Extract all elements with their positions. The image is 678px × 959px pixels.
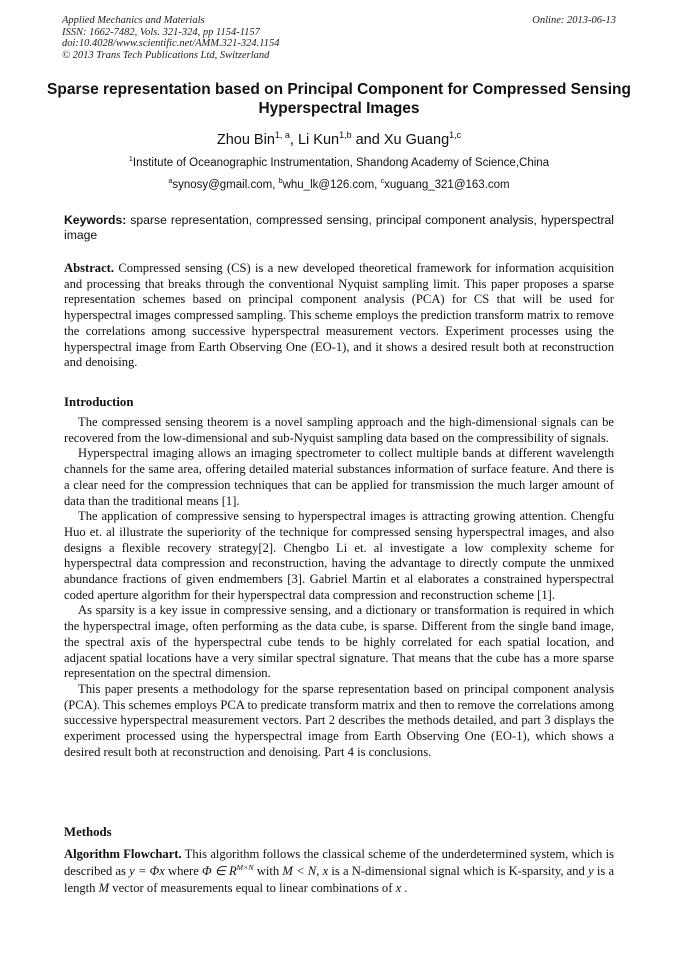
equation-part: Φ ∈ R — [202, 864, 237, 878]
email-list — [40, 178, 638, 193]
email-address: whu_lk@126.com, — [282, 179, 381, 191]
author-list — [40, 131, 638, 149]
author-name: Zhou Bin — [216, 132, 275, 148]
abstract-label: Abstract. — [64, 261, 115, 275]
methods-text: is a N-dimensional signal which is K-sparsity, and — [328, 864, 589, 878]
paragraph: As sparsity is a key issue in compressive sensing, and a dictionary or transformation is required in which the hyperspectral image, often performing as the data cube, is sparse. Different from the single band image, the spectral axis of the hyperspectral cube tends to be highly correlated for each spatial location, and adjacent spatial locations have a very similar spectral signature. That means that the cube has a more sparse representation on the spectral dimension. — [64, 603, 614, 681]
introduction-body — [64, 415, 614, 760]
keywords-text: sparse representation, compressed sensing, principal component analysis, hyperspectral image — [64, 213, 614, 242]
introduction-heading: Introduction — [64, 395, 134, 409]
affiliation-sup: 1 — [128, 155, 133, 164]
abstract-text: Compressed sensing (CS) is a new developed theoretical framework for information acquisition and processing that breaks through the conventional Nyquist sampling limit. This paper proposes a sparse representation schemes based on principal component analysis (PCA) for CS that will be used for hyperspectral images compressed sampling. This scheme employs the prediction transform matrix to remove the correlations among successive hyperspectral measurement vectors. Experiment processes using the hyperspectral image from Earth Observing One (EO-1), and it shows a desired result both at reconstruction and denoising. — [64, 261, 614, 370]
copyright-line: © 2013 Trans Tech Publications Ltd, Switzerland — [62, 49, 270, 61]
email-address: synosy@gmail.com, — [172, 179, 279, 191]
equation — [202, 864, 254, 878]
methods-heading: Methods — [64, 825, 112, 839]
doi-line: doi:10.4028/www.scientific.net/AMM.321-324.1154 — [62, 38, 280, 50]
methods-text: with — [253, 864, 283, 878]
author-affil-sup: 1,b — [339, 130, 352, 141]
email-sup: b — [278, 177, 283, 186]
journal-header — [62, 15, 279, 61]
methods-text: This algorithm follows the classical scheme of the underdetermined system, which is described as — [64, 847, 614, 878]
methods-text: is a length — [64, 864, 615, 895]
author-name: Xu Guang — [383, 132, 450, 148]
methods-text: . — [401, 881, 408, 895]
email-sup: a — [168, 177, 173, 186]
author-name: Li Kun — [297, 132, 340, 148]
methods-body — [64, 846, 614, 897]
email-sup: c — [380, 177, 385, 186]
equation: y = Φx — [129, 864, 165, 878]
author-affil-sup: 1,c — [449, 130, 462, 141]
abstract — [64, 261, 614, 371]
author-separator: , — [289, 132, 298, 148]
paragraph: The compressed sensing theorem is a novel sampling approach and the high-dimensional signals can be recovered from the low-dimensional and sub-Nyquist sampling data based on the compressibility of signals. — [64, 415, 614, 445]
author-affil-sup: 1, a — [274, 130, 290, 141]
equation: M < N — [282, 864, 317, 878]
equation: x — [322, 864, 329, 878]
equation: y — [588, 864, 594, 878]
paper-title: Sparse representation based on Principal Component for Compressed Sensing Hyperspectral Images — [47, 81, 631, 117]
affiliation — [40, 156, 638, 171]
methods-text: vector of measurements equal to linear combinations of — [109, 881, 396, 895]
issn-line: ISSN: 1662-7482, Vols. 321-324, pp 1154-1157 — [62, 26, 260, 38]
keywords-label: Keywords: — [64, 213, 127, 227]
paragraph: The application of compressive sensing to hyperspectral images is attracting growing attention. Chengfu Huo et. al illustrate the superiority of the technique for compressed sensing hyperspectral images, and also designs a flexible recovery strategy[2]. Chengbo Li et. al investigate a low complexity scheme for hyperspectral data compression and reconstruction, having the advantage to directly compute the unmixed abundance fractions of given endmembers [3]. Gabriel Martin et al elaborates a constrained hyperspectral coded aperture algorithm for their hyperspectral data compression and reconstruction scheme [1]. — [64, 509, 614, 602]
equation: x — [395, 881, 402, 895]
online-date: Online: 2013-06-13 — [532, 15, 616, 26]
journal-name: Applied Mechanics and Materials — [62, 15, 205, 26]
affiliation-text: Institute of Oceanographic Instrumentation, Shandong Academy of Science,China — [132, 157, 550, 169]
methods-text: , — [316, 864, 323, 878]
paragraph: This paper presents a methodology for the sparse representation based on principal component analysis (PCA). This schemes employs PCA to predicate transform matrix and then to remove the correlations among successive hyperspectral measurement vectors. Part 2 describes the methods detailed, and part 3 displays the experiment processed using the hyperspectral image from Earth Observing One (EO-1), which shows a desired result both at reconstruction and denoising. Part 4 is conclusions. — [64, 681, 614, 759]
equation-sup: M×N — [236, 862, 254, 872]
email-address: xuguang_321@163.com — [384, 179, 510, 191]
keywords — [64, 213, 614, 243]
paragraph: Hyperspectral imaging allows an imaging spectrometer to collect multiple bands at different wavelength channels for the same area, offering detailed material substances information of surface feature. And there is a clear need for the compression techniques that can be applied for transmission the much larger amount of data than the traditional means [1]. — [64, 446, 614, 508]
author-separator: and — [351, 132, 384, 148]
methods-text: where — [164, 864, 202, 878]
equation: M — [98, 881, 110, 895]
algorithm-flowchart-label: Algorithm Flowchart. — [64, 847, 182, 861]
